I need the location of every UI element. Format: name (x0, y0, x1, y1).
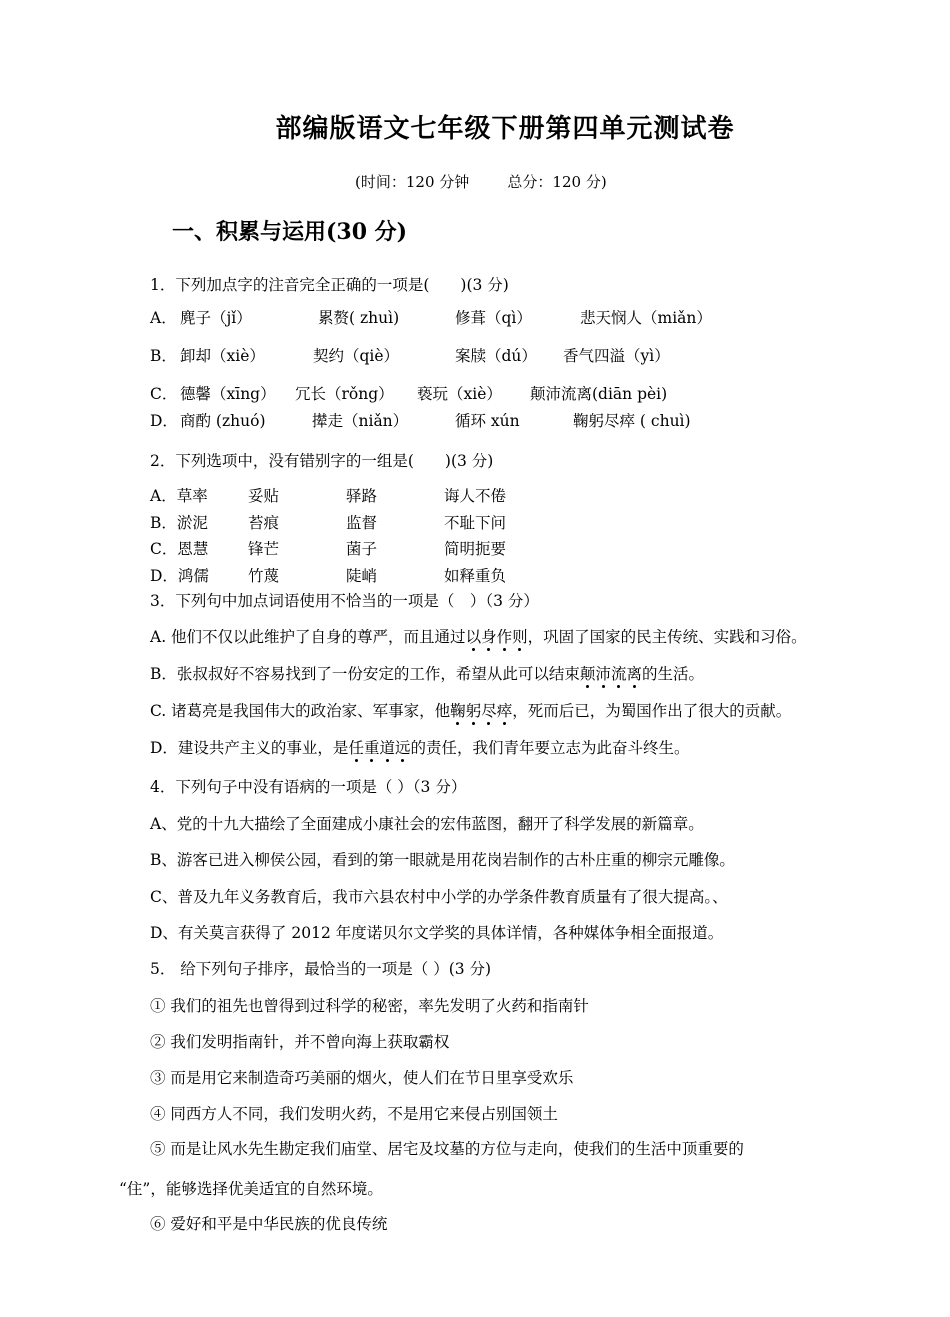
q3-a-dotted: 以身作则 (465, 628, 528, 646)
q1-c-item1: 德馨（xīng） (180, 385, 276, 403)
q1-d-item1: 商酌 (zhuó) (180, 412, 266, 430)
q1-a-item4: 悲天悯人（miǎn） (580, 309, 712, 327)
q1-option-b: B． 卸却（xiè） 契约（qiè） 案牍（dú） 香气四溢（yì） (150, 347, 670, 365)
q3-option-a: A. 他们不仅以此维护了自身的尊严，而且通过以身作则，巩固了国家的民主传统、实践和习俗。 (150, 628, 807, 646)
q5-sentence-5a: ⑤ 而是让风水先生勘定我们庙堂、居宅及坟墓的方位与走向，使我们的生活中顶重要的 (150, 1140, 744, 1158)
q1-c-item4: 颠沛流离(diān pèi) (530, 385, 668, 403)
q3-option-d: D．建设共产主义的事业，是任重道远的责任，我们青年要立志为此奋斗终生。 (150, 739, 690, 757)
q3-c-dotted: 鞠躬尽瘁 (450, 702, 513, 720)
q4-option-c: C、普及九年义务教育后，我市六县农村中小学的办学条件教育质量有了很大提高。、 (150, 888, 728, 906)
q3-b-dotted: 颠沛流离 (579, 665, 642, 683)
q5-sentence-6: ⑥ 爱好和平是中华民族的优良传统 (150, 1215, 388, 1233)
q5-sentence-4: ④ 同西方人不同，我们发明火药，不是用它来侵占别国领土 (150, 1105, 558, 1123)
q4-option-d: D、有关莫言获得了 2012 年度诺贝尔文学奖的具体详情，各种媒体争相全面报道。 (150, 924, 724, 942)
q1-c-item2: 冗长（rǒng） (295, 385, 394, 403)
q1-option-c: C． 德馨（xīng） 冗长（rǒng） 亵玩（xiè） 颠沛流离(diān pèi) (150, 385, 668, 403)
q5-sentence-1: ① 我们的祖先也曾得到过科学的秘密，率先发明了火药和指南针 (150, 997, 589, 1015)
q2-option-b: B．淤泥 苔痕 监督 不耻下问 (150, 514, 507, 532)
q4-stem: 4．下列句子中没有语病的一项是（ ）（3 分） (150, 778, 467, 796)
score-info: 总分：120 分) (507, 173, 607, 191)
q3-d-dotted: 任重道远 (348, 739, 411, 757)
q1-d-item3: 循环 xún (455, 412, 520, 430)
q1-a-item1: 麂子（jǐ） (180, 309, 252, 327)
q2-option-d: D．鸿儒 竹蔑 陡峭 如释重负 (150, 567, 507, 585)
section-heading: 一、积累与运用(30 分) (172, 219, 408, 245)
q1-b-item2: 契约（qiè） (313, 347, 400, 365)
q2-stem: 2．下列选项中，没有错别字的一组是( )(3 分) (150, 452, 494, 470)
q1-a-item3: 修葺（qì） (455, 309, 532, 327)
q3-option-b: B．张叔叔好不容易找到了一份安定的工作，希望从此可以结束颠沛流离的生活。 (150, 665, 704, 683)
q4-option-a: A、党的十九大描绘了全面建成小康社会的宏伟蓝图，翻开了科学发展的新篇章。 (150, 815, 704, 833)
exam-info (355, 171, 607, 192)
q1-b-item3: 案牍（dú） (455, 347, 537, 365)
q5-stem: 5． 给下列句子排序，最恰当的一项是（ ）(3 分) (150, 960, 492, 978)
q2-option-a: A．草率 妥贴 驿路 诲人不倦 (150, 487, 507, 505)
q3-stem: 3．下列句中加点词语使用不恰当的一项是（ ）（3 分） (150, 592, 539, 610)
q1-b-item4: 香气四溢（yì） (563, 347, 670, 365)
time-info: (时间：120 分钟 (355, 173, 470, 191)
q4-option-b: B、游客已进入柳侯公园，看到的第一眼就是用花岗岩制作的古朴庄重的柳宗元雕像。 (150, 851, 735, 869)
q1-b-item1: 卸却（xiè） (180, 347, 265, 365)
q1-a-item2: 累赘( zhuì) (318, 309, 400, 327)
q5-sentence-3: ③ 而是用它来制造奇巧美丽的烟火，使人们在节日里享受欢乐 (150, 1069, 574, 1087)
q1-option-a: A． 麂子（jǐ） 累赘( zhuì) 修葺（qì） 悲天悯人（miǎn） (150, 309, 712, 327)
q1-d-item4: 鞠躬尽瘁 ( chuì) (573, 412, 691, 430)
q3-option-c: C. 诸葛亮是我国伟大的政治家、军事家，他鞠躬尽瘁，死而后已，为蜀国作出了很大的贡献。 (150, 702, 792, 720)
q1-stem: 1．下列加点字的注音完全正确的一项是( )(3 分) (150, 276, 509, 294)
q1-option-d: D． 商酌 (zhuó) 撵走（niǎn） 循环 xún 鞠躬尽瘁 ( chuì) (150, 412, 691, 430)
page-title: 部编版语文七年级下册第四单元测试卷 (275, 114, 735, 144)
q1-c-item3: 亵玩（xiè） (417, 385, 502, 403)
q5-sentence-2: ② 我们发明指南针，并不曾向海上获取霸权 (150, 1033, 450, 1051)
q1-d-item2: 撵走（niǎn） (312, 412, 409, 430)
q2-option-c: C．恩慧 锋芒 菌子 简明扼要 (150, 540, 507, 558)
q5-sentence-5b: “住”，能够选择优美适宜的自然环境。 (119, 1180, 383, 1198)
